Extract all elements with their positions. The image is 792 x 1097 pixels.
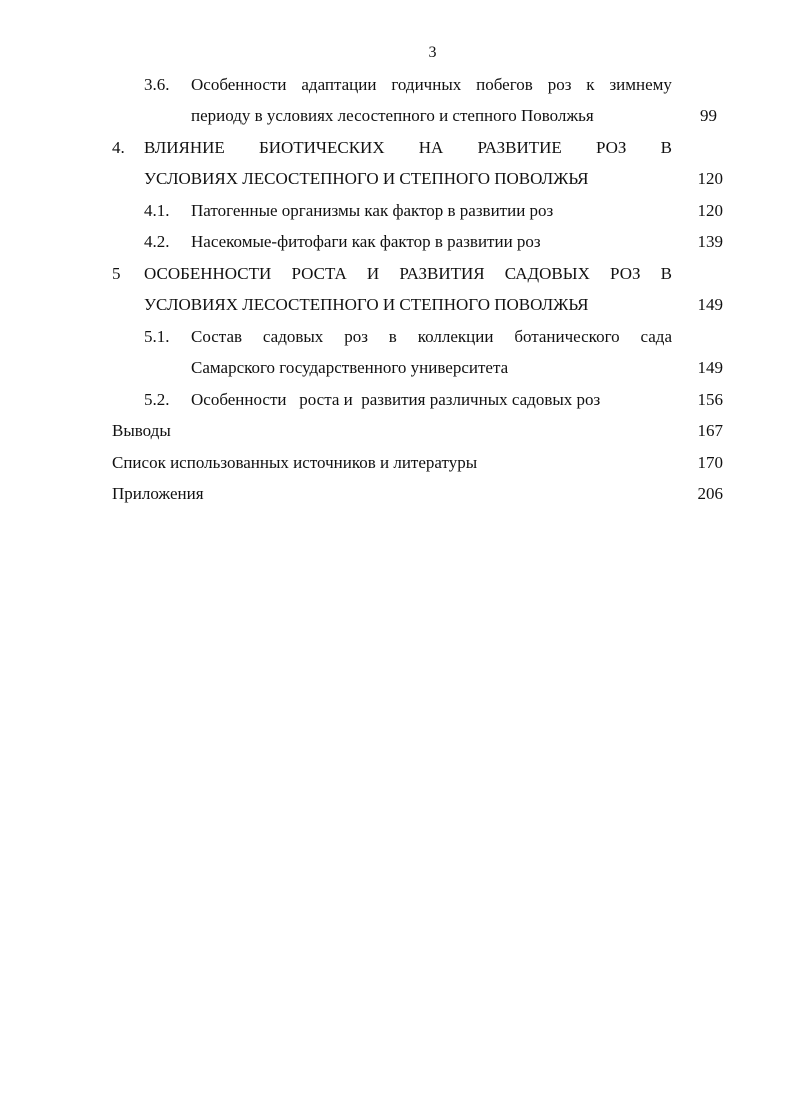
page-ref: 120 xyxy=(697,169,723,188)
entry-title: Список использованных источников и литературы xyxy=(112,453,478,472)
page-ref: 170 xyxy=(697,453,723,472)
chapter-title-line-1: ВЛИЯНИЕ БИОТИЧЕСКИХ НА РАЗВИТИЕ РОЗ В xyxy=(144,138,672,157)
page-ref: 120 xyxy=(697,201,723,220)
chapter-number: 4. xyxy=(112,138,125,157)
section-title: Насекомые-фитофаги как фактор в развитии роз xyxy=(191,232,541,251)
chapter-title-line-2: УСЛОВИЯХ ЛЕСОСТЕПНОГО И СТЕПНОГО ПОВОЛЖЬЯ xyxy=(144,295,589,314)
section-title: Особенности роста и развития различных садовых роз xyxy=(191,390,601,409)
section-number: 4.1. xyxy=(144,201,170,220)
section-title-line-2: Самарского государственного университета xyxy=(191,358,509,377)
page-ref: 149 xyxy=(697,295,723,314)
page-ref: 167 xyxy=(697,421,723,440)
entry-title: Приложения xyxy=(112,484,204,503)
chapter-title-line-2: УСЛОВИЯХ ЛЕСОСТЕПНОГО И СТЕПНОГО ПОВОЛЖЬЯ xyxy=(144,169,589,188)
page-ref: 206 xyxy=(697,484,723,503)
page-ref: 156 xyxy=(697,390,723,409)
section-number: 4.2. xyxy=(144,232,170,251)
section-title: Патогенные организмы как фактор в развитии роз xyxy=(191,201,554,220)
section-title-line-1: Особенности адаптации годичных побегов роз к зимнему xyxy=(191,75,672,94)
entry-title: Выводы xyxy=(112,421,171,440)
section-title-line-2: периоду в условиях лесостепного и степного Поволжья xyxy=(191,106,594,125)
section-number: 5.1. xyxy=(144,327,170,346)
page-ref: 99 xyxy=(700,106,717,125)
chapter-number: 5 xyxy=(112,264,121,283)
section-number: 5.2. xyxy=(144,390,170,409)
section-title-line-1: Состав садовых роз в коллекции ботанического сада xyxy=(191,327,672,346)
page-ref: 139 xyxy=(697,232,723,251)
page-number: 3 xyxy=(428,44,437,61)
chapter-title-line-1: ОСОБЕННОСТИ РОСТА И РАЗВИТИЯ САДОВЫХ РОЗ В xyxy=(144,264,672,283)
section-number: 3.6. xyxy=(144,75,170,94)
page-ref: 149 xyxy=(697,358,723,377)
